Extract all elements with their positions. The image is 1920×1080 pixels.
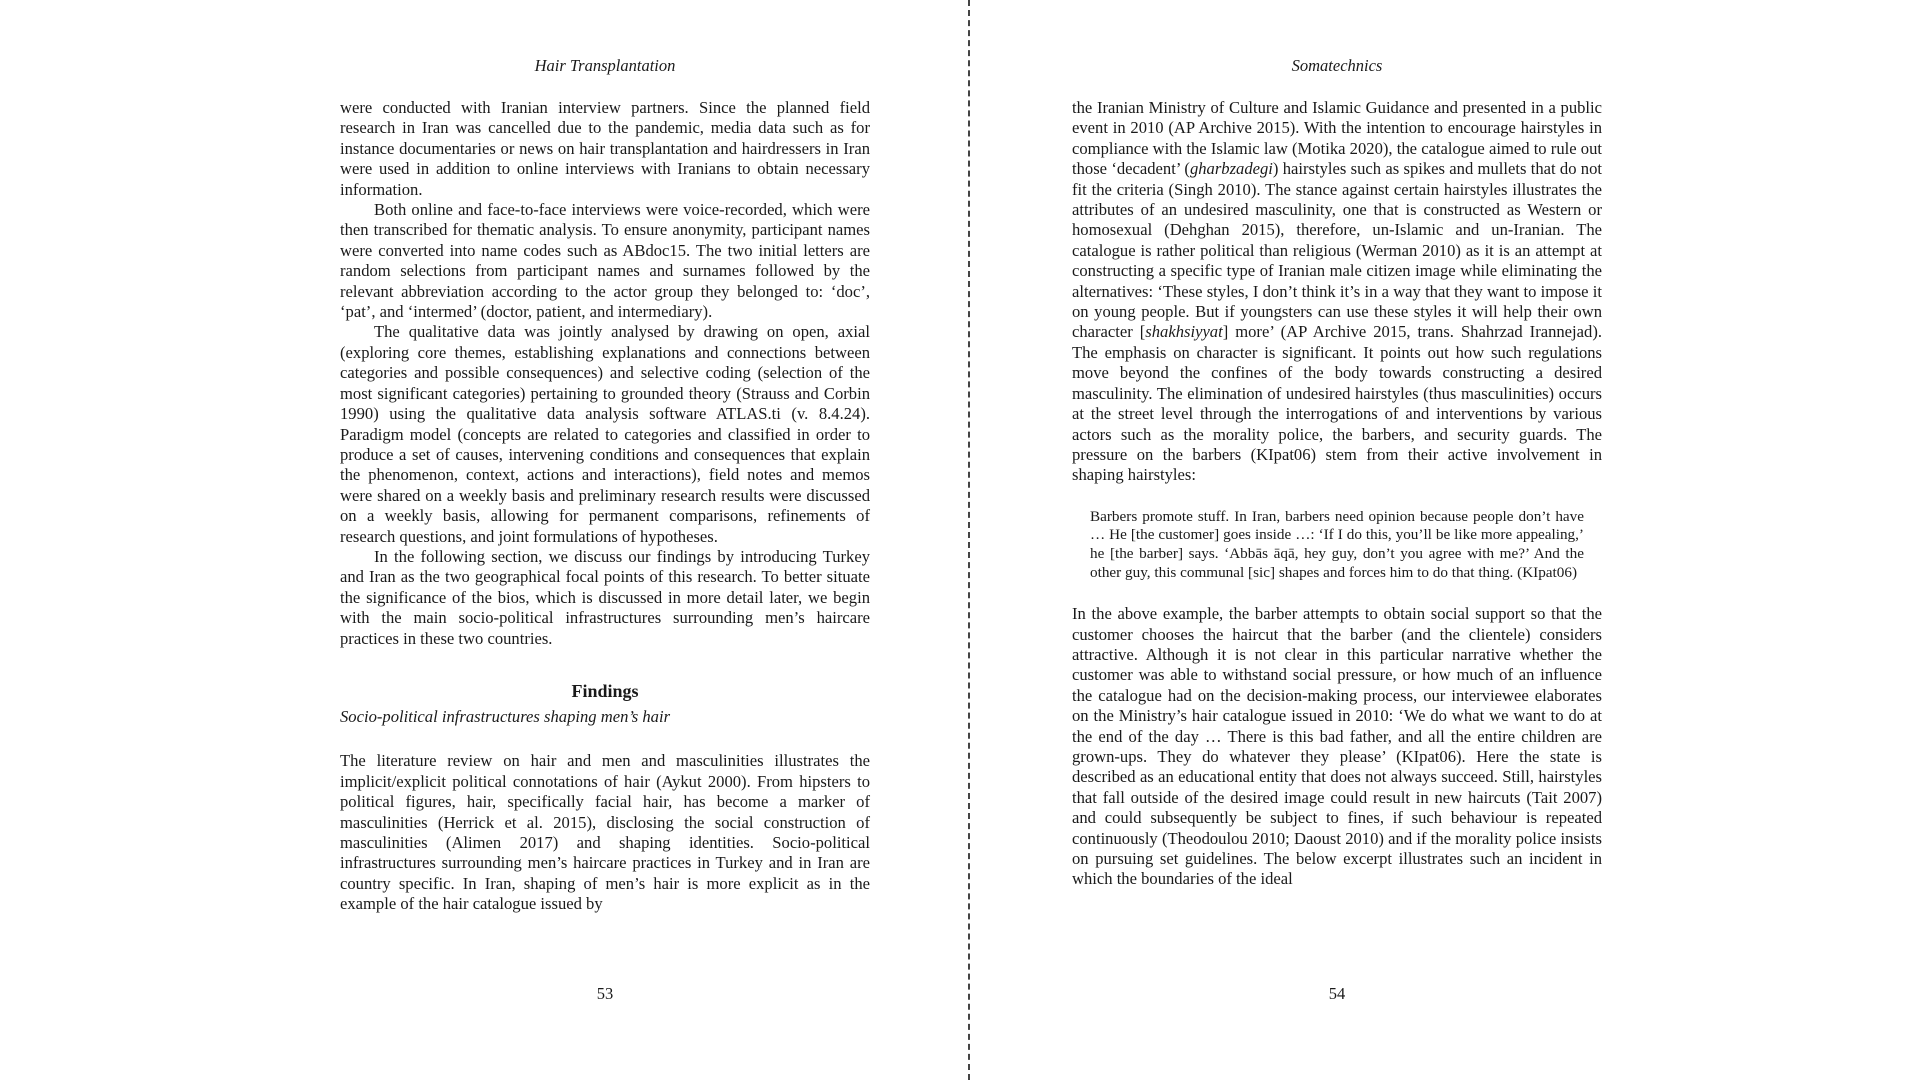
running-head-left: Hair Transplantation <box>534 56 676 75</box>
page-number-left: 53 <box>596 984 614 1003</box>
running-head-right: Somatechnics <box>1291 56 1383 75</box>
section-heading-findings: Findings <box>571 680 639 701</box>
paragraph: Both online and face-to-face interviews were voice-recorded, which were then transcribed for thematic analysis. To ensure anonymity, participant names were converted into name codes such as ABdoc15. The two initial letters are random selections from participant names and surnames followed by the relevant abbreviation according to the actor group they belonged to: ‘doc’, ‘pat’, and ‘intermed’ (doctor, patient, and intermediary). <box>340 200 870 322</box>
page-divider <box>968 0 970 1080</box>
right-page-body <box>1072 98 1602 890</box>
right-page <box>972 0 1920 1080</box>
block-quote: Barbers promote stuff. In Iran, barbers need opinion because people don’t have … He [the customer] goes inside …: ‘If I do this, you’ll be like more appealing,’ he [the barber] says. ‘Abbās āqā, hey guy, don’t you agree with me?’ And the other guy, this communal [sic] shapes and forces him to do that thing. (KIpat06) <box>1090 507 1584 581</box>
paragraph: In the following section, we discuss our findings by introducing Turkey and Iran as the two geographical focal points of this research. To better situate the significance of the bios, which is discussed in more detail later, we begin with the main socio-political infrastructures surrounding men’s haircare practices in these two countries. <box>340 546 870 648</box>
page-number-right: 54 <box>1328 984 1346 1003</box>
paragraph: were conducted with Iranian interview partners. Since the planned field research in Iran was cancelled due to the pandemic, media data such as for instance documentaries or news on hair transplantation and hairdressers in Iran were used in addition to online interviews with Iranians to obtain necessary information. <box>340 98 870 199</box>
subsection-heading: Socio-political infrastructures shaping men’s hair <box>340 706 671 726</box>
paragraph: the Iranian Ministry of Culture and Islamic Guidance and presented in a public event in 2010 (AP Archive 2015). With the intention to encourage hairstyles in compliance with the Islamic law (Motika 2020), the catalogue aimed to rule out those ‘decadent’ (gharbzadegi) hairstyles such as spikes and mullets that do not fit the criteria (Singh 2010). The stance against certain hairstyles illustrates the attributes of an undesired masculinity, one that is constructed as Western or homosexual (Dehghan 2015), therefore, un-Islamic and un-Iranian. The catalogue is rather political than religious (Werman 2010) as it is an attempt at constructing a specific type of Iranian male citizen image while eliminating the alternatives: ‘These styles, I don’t think it’s in a way that they want to impose it on young people. But if youngsters can use these styles it will help their own character [shakhsiyyat] more’ (AP Archive 2015, trans. Shahrzad Irannejad). The emphasis on character is significant. It points out how such regulations move beyond the confines of the body towards constructing a desired masculinity. The elimination of undesired hairstyles (thus masculinities) occurs at the street level through the interrogations of and interventions by various actors such as the morality police, the barbers, and security guards. The pressure on the barbers (KIpat06) stem from their active involvement in shaping hairstyles: <box>1072 98 1602 485</box>
left-page-body <box>340 98 870 915</box>
paragraph: In the above example, the barber attempts to obtain social support so that the customer chooses the haircut that the barber (and the clientele) considers attractive. Although it is not clear in this particular narrative whether the customer was able to withstand social pressure, or how much of an influence the catalogue had on the decision-making process, our interviewee elaborates on the Ministry’s hair catalogue issued in 2010: ‘We do what we want to do at the end of the day … There is this bad father, and all the entire children are grown-ups. They do whatever they please’ (KIpat06). Here the state is described as an educational entity that does not always succeed. Still, hairstyles that fall outside of the desired image could result in new haircuts (Tait 2007) and could subsequently be subject to fines, if such behaviour is repeated continuously (Theodoulou 2010; Daoust 2010) and if the morality police insists on pursuing set guidelines. The below excerpt illustrates such an incident in which the boundaries of the ideal <box>1072 604 1602 889</box>
persian-term: gharbzadegi <box>1189 159 1273 179</box>
paragraph: The qualitative data was jointly analysed by drawing on open, axial (exploring core themes, establishing explanations and connections between categories and possible consequences) and selective coding (selection of the most significant categories) pertaining to grounded theory (Strauss and Corbin 1990) using the qualitative data analysis software ATLAS.ti (v. 8.4.24). Paradigm model (concepts are related to categories and classified in order to produce a set of causes, intervening conditions and consequences that explain the phenomenon, context, actions and interactions), field notes and memos were shared on a weekly basis and preliminary research results were discussed on a weekly basis, allowing for permanent comparisons, refinements of research questions, and joint formulations of hypotheses. <box>340 322 870 546</box>
paragraph: The literature review on hair and men and masculinities illustrates the implicit/explicit political connotations of hair (Aykut 2000). From hipsters to political figures, hair, specifically facial hair, has become a marker of masculinities (Herrick et al. 2015), disclosing the social construction of masculinities (Alimen 2017) and shaping identities. Socio-political infrastructures surrounding men’s haircare practices in Turkey and in Iran are country specific. In Iran, shaping of men’s hair is more explicit as in the example of the hair catalogue issued by <box>340 751 870 914</box>
persian-term: shakhsiyyat <box>1145 322 1223 342</box>
